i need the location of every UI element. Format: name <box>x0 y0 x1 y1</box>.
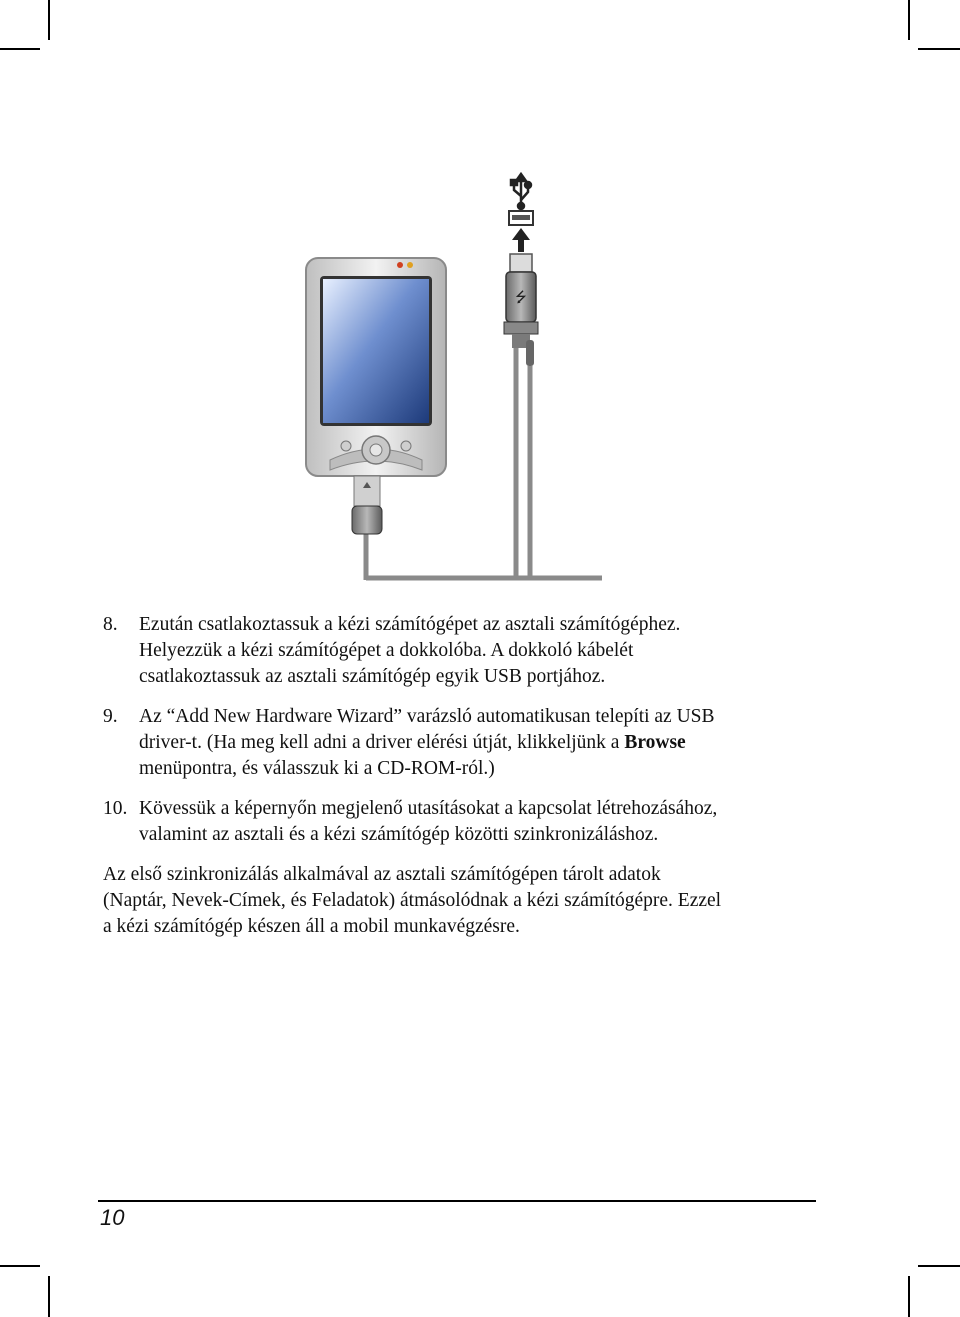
step-9 <box>103 704 823 782</box>
pda-device-icon <box>306 258 446 534</box>
browse-menu-label: Browse <box>624 732 686 753</box>
crop-mark-top-right-v <box>908 0 910 40</box>
step-number: 10. <box>103 798 128 819</box>
usb-port-icon <box>509 211 533 225</box>
step-text-line: Helyezzük a kézi számítógépet a dokkolóba. A dokkoló kábelét <box>139 640 634 661</box>
crop-mark-bottom-left-h <box>0 1265 40 1267</box>
paragraph-line: a kézi számítógép készen áll a mobil munkavégzésre. <box>103 916 520 937</box>
crop-mark-top-right-h <box>918 48 960 50</box>
step-text-line: csatlakoztassuk az asztali számítógép egyik USB portjához. <box>139 666 606 687</box>
step-text-segment: driver-t. (Ha meg kell adni a driver elérési útját, klikkeljünk a <box>139 732 625 753</box>
svg-text:⭍: ⭍ <box>515 290 527 306</box>
step-text-line <box>103 730 823 756</box>
crop-mark-top-left-v <box>48 0 50 40</box>
footer-rule <box>98 1200 816 1202</box>
up-arrow-icon <box>512 228 530 252</box>
step-text-line: menüpontra, és válasszuk ki a CD-ROM-ról.) <box>139 758 495 779</box>
step-number: 8. <box>103 614 118 635</box>
page-number: 10 <box>100 1205 125 1230</box>
paragraph-line: (Naptár, Nevek-Címek, és Feladatok) átmásolódnak a kézi számítógépre. Ezzel <box>103 890 722 911</box>
crop-mark-top-left-h <box>0 48 40 50</box>
step-text-line: Kövessük a képernyőn megjelenő utasításokat a kapcsolat létrehozásához, <box>139 798 718 819</box>
step-text-line: Az “Add New Hardware Wizard” varázsló automatikusan telepíti az USB <box>139 706 715 727</box>
step-8 <box>103 612 823 690</box>
step-10 <box>103 796 823 848</box>
paragraph-line: Az első szinkronizálás alkalmával az asztali számítógépen tárolt adatok <box>103 864 661 885</box>
step-text-line: valamint az asztali és a kézi számítógép közötti szinkronizáláshoz. <box>139 824 659 845</box>
step-text-line: Ezután csatlakoztassuk a kézi számítógépet az asztali számítógéphez. <box>139 614 681 635</box>
usb-symbol-icon <box>511 174 531 209</box>
closing-paragraph <box>103 862 823 940</box>
pda-usb-connection-illustration <box>290 170 620 590</box>
crop-mark-bottom-right-h <box>918 1265 960 1267</box>
step-number: 9. <box>103 706 118 727</box>
crop-mark-bottom-right-v <box>908 1276 910 1317</box>
crop-mark-bottom-left-v <box>48 1276 50 1317</box>
